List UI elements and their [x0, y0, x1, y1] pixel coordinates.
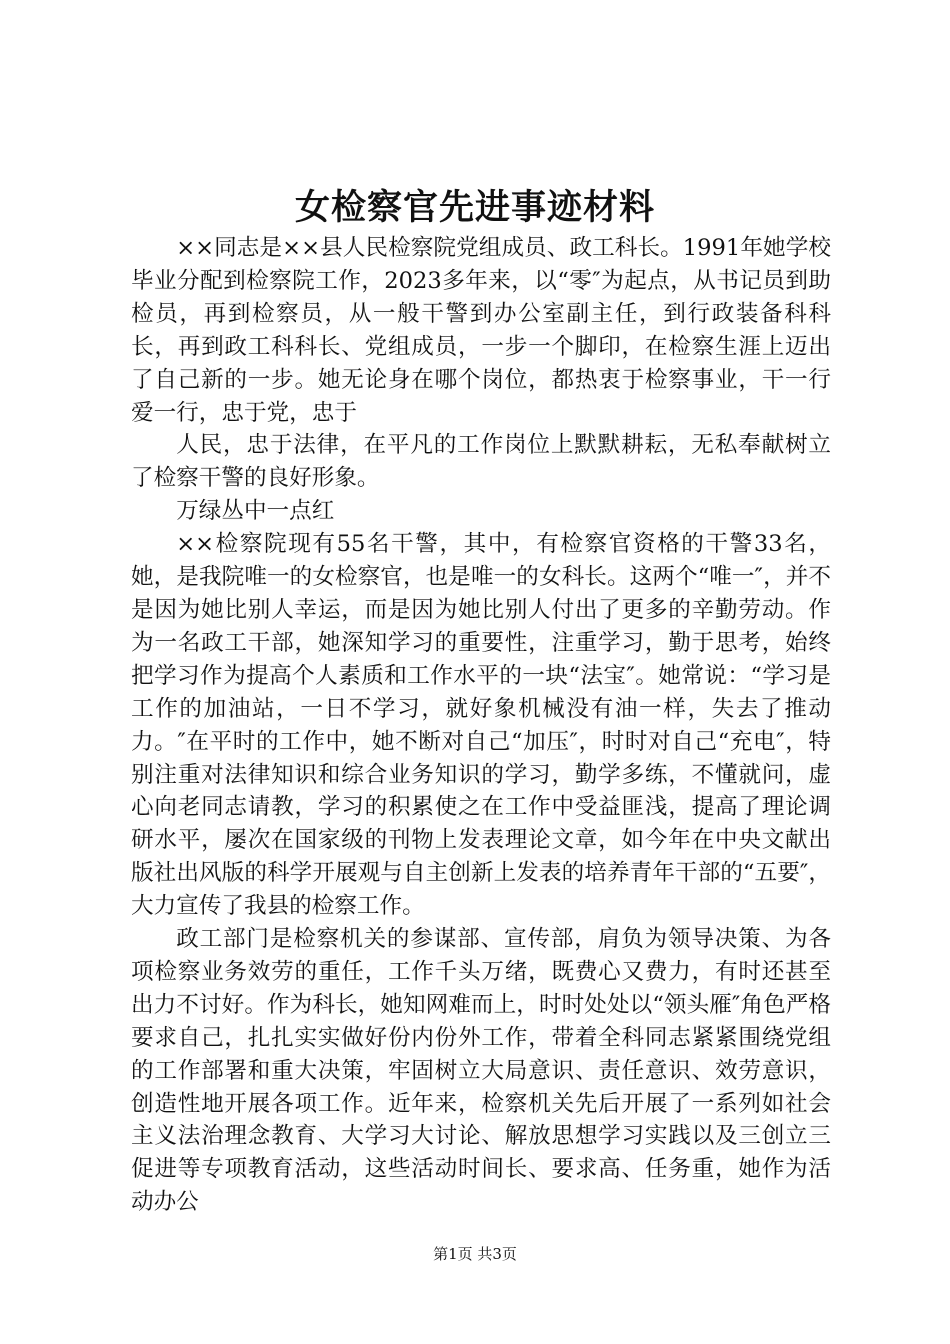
page-footer: 第1页 共3页 [433, 1245, 517, 1263]
document-body [131, 232, 831, 1219]
page-title: 女检察官先进事迹材料 [294, 187, 655, 228]
paragraph-political-work: 政工部门是检察机关的参谋部、宣传部，肩负为领导决策、为各项检察业务效劳的重任，工作千头万绪，既费心又费力，有时还甚至出力不讨好。作为科长，她知网难而上，时时处处以“领头雁″角色严格要求自己，扎扎实实做好份内份外工作，带着全科同志紧紧围绕党组的工作部署和重大决策，牢固树立大局意识、责任意识、效劳意识，创造性地开展各项工作。近年来，检察机关先后开展了一系列如社会主义法治理念教育、大学习大讨论、解放思想学习实践以及三创立三促进等专项教育活动，这些活动时间长、要求高、任务重，她作为活动办公 [131, 926, 831, 1216]
paragraph-intro-continued: 人民，忠于法律，在平凡的工作岗位上默默耕耘，无私奉献树立了检察干警的良好形象。 [131, 432, 831, 492]
paragraph-study: ××检察院现有55名干警，其中，有检察官资格的干警33名，她，是我院唯一的女检察官，也是唯一的女科长。这两个“唯一″，并不是因为她比别人幸运，而是因为她比别人付出了更多的辛勤劳动。作为一名政工干部，她深知学习的重要性，注重学习，勤于思考，始终把学习作为提高个人素质和工作水平的一块“法宝″。她常说：“学习是工作的加油站，一日不学习，就好象机械没有油一样，失去了推动力。″在平时的工作中，她不断对自己“加压″，时时对自己“充电″，特别注重对法律知识和综合业务知识的学习，勤学多练，不懂就问，虚心向老同志请教，学习的积累使之在工作中受益匪浅，提高了理论调研水平，屡次在国家级的刊物上发表理论文章，如今年在中央文献出版社出风版的科学开展观与自主创新上发表的培养青年干部的“五要″，大力宣传了我县的检察工作。 [131, 531, 831, 920]
paragraph-intro: ××同志是××县人民检察院党组成员、政工科长。1991年她学校毕业分配到检察院工作，2023多年来，以“零″为起点，从书记员到助检员，再到检察员，从一般干警到办公室副主任，到行政装备科科长，再到政工科科长、党组成员，一步一个脚印，在检察生涯上迈出了自己新的一步。她无论身在哪个岗位，都热衷于检察事业，干一行爱一行，忠于党，忠于 [131, 235, 831, 426]
section-heading: 万绿丛中一点红 [176, 498, 335, 525]
